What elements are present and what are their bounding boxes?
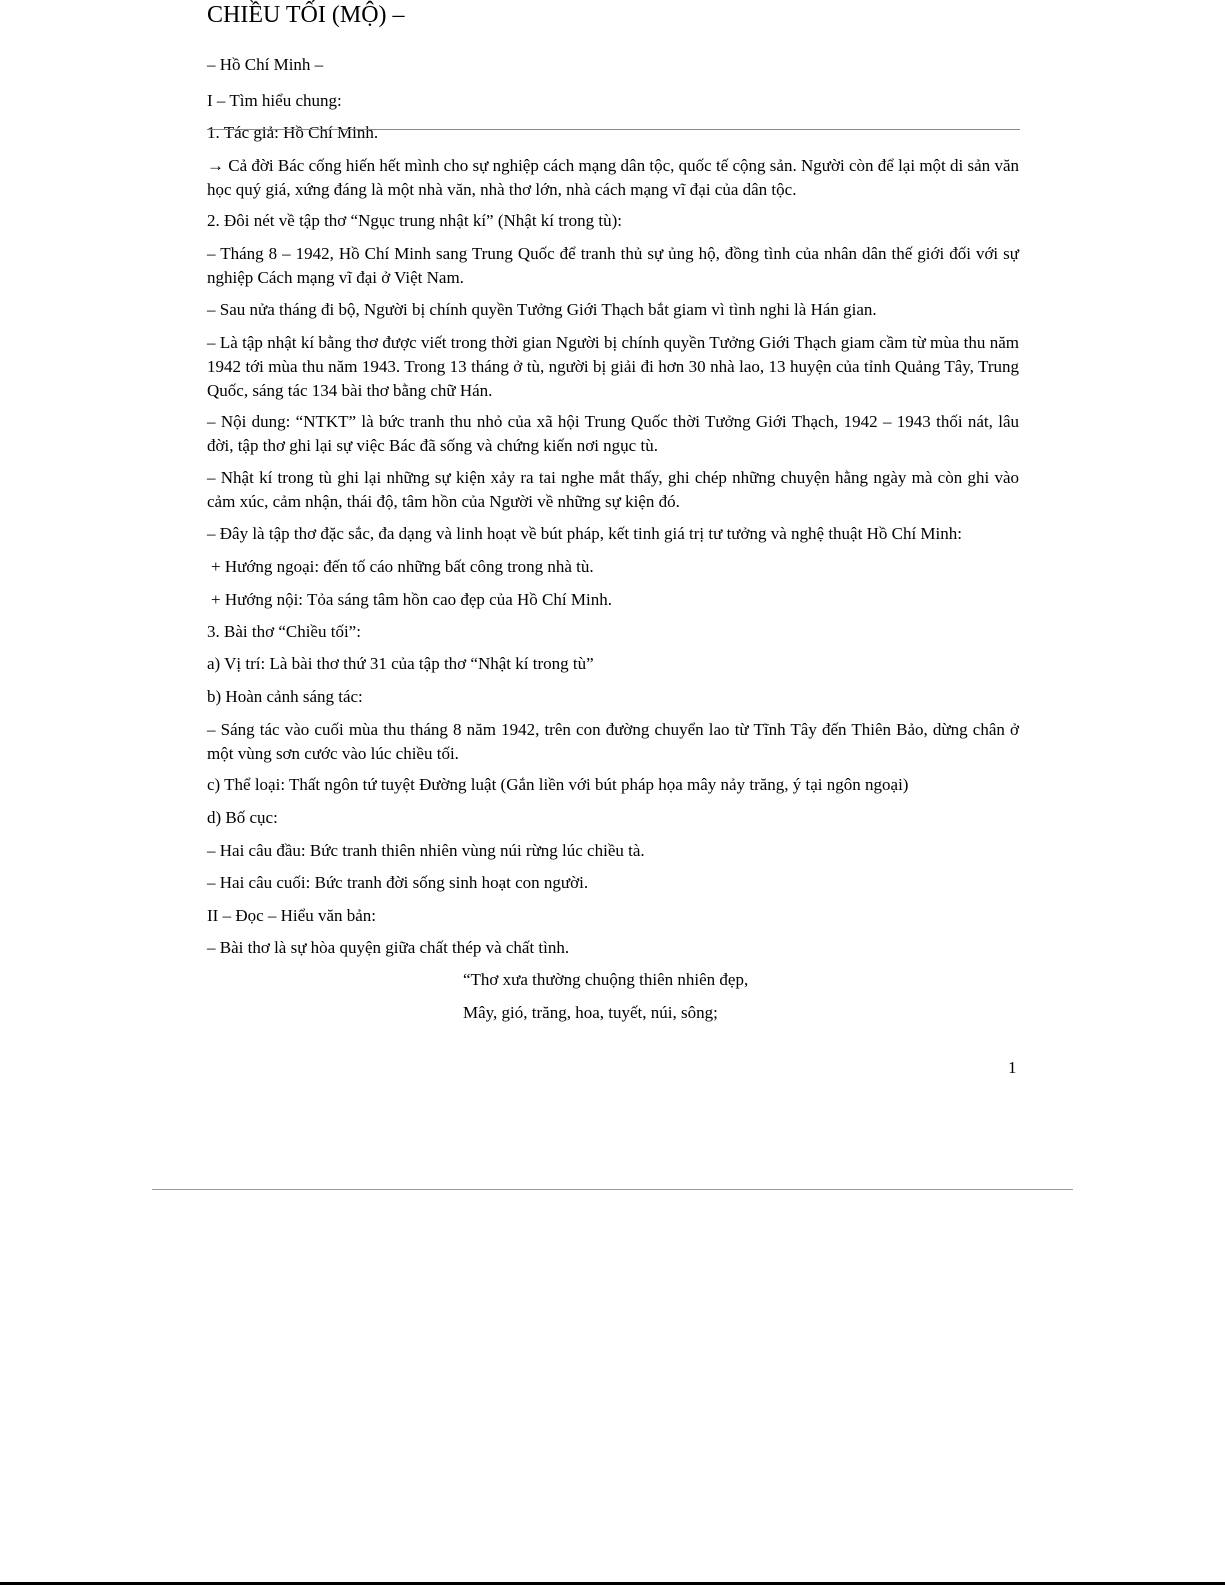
page-number: 1 [1008, 1058, 1017, 1077]
collection-paragraph: – Nhật kí trong tù ghi lại những sự kiện xảy ra tai nghe mắt thấy, ghi chép những chuyện hằng ngày mà còn ghi vào cảm xúc, cảm nhận, thái độ, tâm hồn của Người về những sự kiện đó. [207, 468, 1019, 511]
section-2-intro: – Bài thơ là sự hòa quyện giữa chất thép và chất tình. [207, 938, 570, 957]
author-paragraph: → Cả đời Bác cống hiến hết mình cho sự nghiệp cách mạng dân tộc, quốc tế cộng sản. Người còn để lại một di sản văn học quý giá, xứng đáng là một nhà văn, nhà thơ lớn, nhà cách mạng vĩ đại của dân tộc. [207, 156, 1019, 199]
collection-heading: 2. Đôi nét về tập thơ “Ngục trung nhật kí” (Nhật kí trong tù): [207, 211, 623, 230]
author-line: – Hồ Chí Minh – [207, 55, 324, 74]
context-heading: b) Hoàn cảnh sáng tác: [207, 687, 363, 706]
collection-bullet: + Hướng ngoại: đến tố cáo những bất công trong nhà tù. [211, 557, 594, 576]
collection-paragraph: – Là tập nhật kí bằng thơ được viết trong thời gian Người bị chính quyền Tưởng Giới Thạch giam cầm từ mùa thu năm 1942 tới mùa thu năm 1943. Trong 13 tháng ở tù, người bị giải đi hơn 30 nhà lao, 13 huyện của tỉnh Quảng Tây, Trung Quốc, sáng tác 134 bài thơ bằng chữ Hán. [207, 333, 1019, 400]
context-paragraph: – Sáng tác vào cuối mùa thu tháng 8 năm 1942, trên con đường chuyển lao từ Tĩnh Tây đến Thiên Bảo, dừng chân ở một vùng sơn cước vào lúc chiều tối. [207, 720, 1019, 763]
section-1-heading: I – Tìm hiểu chung: [207, 91, 342, 110]
author-heading: 1. Tác giả: Hồ Chí Minh. [207, 123, 379, 142]
layout-heading: d) Bố cục: [207, 808, 278, 827]
quote-line: Mây, gió, trăng, hoa, tuyết, núi, sông; [463, 1003, 718, 1022]
section-2-heading: II – Đọc – Hiểu văn bản: [207, 906, 377, 925]
poem-heading: 3. Bài thơ “Chiều tối”: [207, 622, 361, 641]
position-line: a) Vị trí: Là bài thơ thứ 31 của tập thơ “Nhật kí trong tù” [207, 654, 594, 673]
collection-paragraph: – Nội dung: “NTKT” là bức tranh thu nhỏ của xã hội Trung Quốc thời Tưởng Giới Thạch, 1942 – 1943 thối nát, lâu đời, tập thơ ghi lại sự việc Bác đã sống và chứng kiến nơi ngục tù. [207, 412, 1019, 455]
collection-paragraph: – Sau nửa tháng đi bộ, Người bị chính quyền Tưởng Giới Thạch bắt giam vì tình nghi là Hán gian. [207, 300, 877, 319]
collection-paragraph: – Đây là tập thơ đặc sắc, đa dạng và linh hoạt về bút pháp, kết tinh giá trị tư tưởng và nghệ thuật Hồ Chí Minh: [207, 524, 962, 543]
page-separator [152, 1189, 1073, 1190]
collection-bullet: + Hướng nội: Tỏa sáng tâm hồn cao đẹp của Hồ Chí Minh. [211, 590, 612, 609]
layout-item: – Hai câu đầu: Bức tranh thiên nhiên vùng núi rừng lúc chiều tà. [207, 841, 645, 860]
header-divider [207, 129, 1020, 130]
layout-item: – Hai câu cuối: Bức tranh đời sống sinh hoạt con người. [207, 873, 589, 892]
quote-line: “Thơ xưa thường chuộng thiên nhiên đẹp, [463, 970, 749, 989]
genre-line: c) Thể loại: Thất ngôn tứ tuyệt Đường luật (Gắn liền với bút pháp họa mây nảy trăng, ý tại ngôn ngoại) [207, 775, 909, 794]
document-title: CHIỀU TỐI (MỘ) – [207, 2, 405, 28]
collection-paragraph: – Tháng 8 – 1942, Hồ Chí Minh sang Trung Quốc để tranh thủ sự ủng hộ, đồng tình của nhân dân thế giới đối với sự nghiệp Cách mạng vĩ đại ở Việt Nam. [207, 244, 1019, 287]
